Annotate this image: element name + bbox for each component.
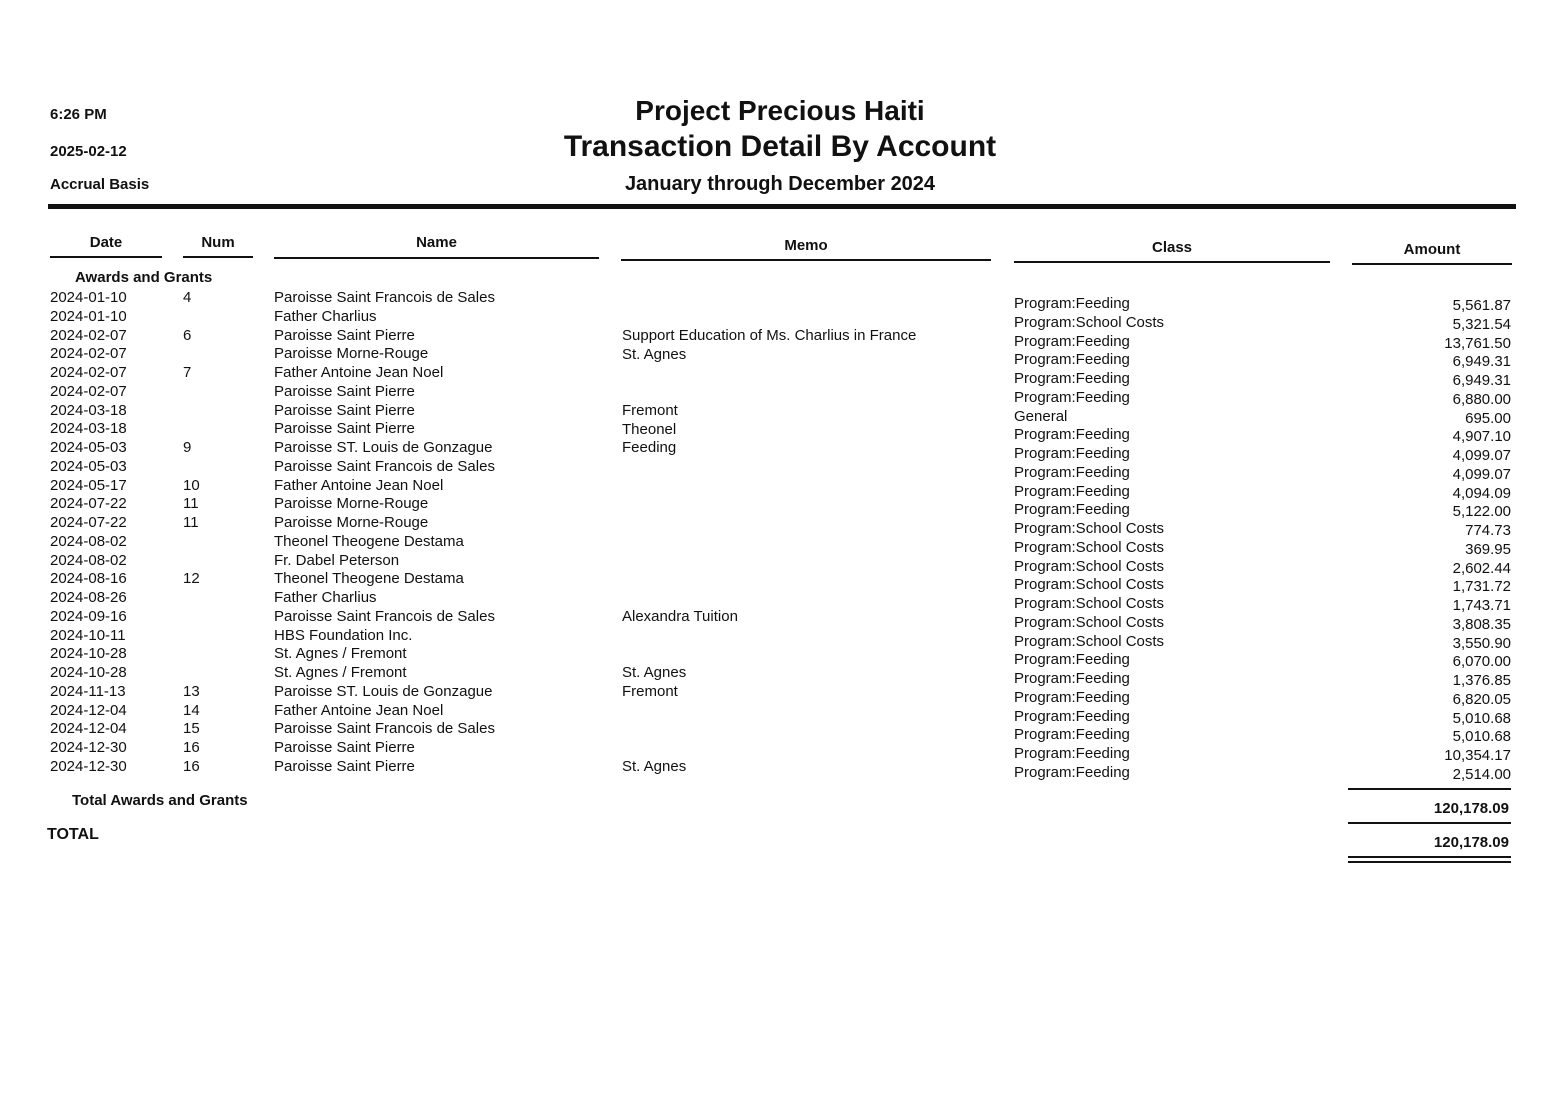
table-row bbox=[0, 570, 1561, 596]
row-date: 2024-02-07 bbox=[50, 364, 127, 381]
row-num: 6 bbox=[183, 326, 192, 344]
row-class: Program:School Costs bbox=[1014, 538, 1165, 556]
row-num: 13 bbox=[183, 682, 200, 700]
row-name: Father Antoine Jean Noel bbox=[274, 476, 444, 494]
row-date: 2024-02-07 bbox=[50, 382, 127, 400]
row-name: Father Charlius bbox=[274, 589, 377, 606]
row-name: Paroisse Saint Pierre bbox=[274, 326, 415, 344]
organization-name: Project Precious Haiti bbox=[635, 95, 925, 126]
row-amount: 3,808.35 bbox=[1452, 615, 1511, 633]
header-rule bbox=[48, 204, 1516, 209]
row-date: 2024-07-22 bbox=[50, 514, 127, 531]
row-class: Program:Feeding bbox=[1014, 745, 1130, 762]
row-amount: 3,550.90 bbox=[1452, 634, 1511, 652]
row-class: Program:Feeding bbox=[1014, 295, 1130, 312]
row-date: 2024-09-16 bbox=[50, 607, 127, 625]
row-num: 16 bbox=[183, 757, 200, 775]
row-date: 2024-05-03 bbox=[50, 439, 127, 456]
row-amount: 2,514.00 bbox=[1452, 765, 1511, 783]
row-date: 2024-11-13 bbox=[50, 682, 126, 700]
row-amount: 2,602.44 bbox=[1452, 559, 1511, 577]
table-row bbox=[0, 495, 1561, 521]
row-date: 2024-05-17 bbox=[50, 476, 127, 494]
row-date: 2024-01-10 bbox=[50, 307, 127, 325]
table-row bbox=[0, 551, 1561, 577]
row-name: Paroisse Saint Pierre bbox=[274, 382, 415, 400]
row-amount: 5,321.54 bbox=[1452, 315, 1511, 333]
row-class: Program:Feeding bbox=[1014, 707, 1130, 725]
section-title: Awards and Grants bbox=[75, 269, 213, 286]
row-date: 2024-07-22 bbox=[50, 495, 127, 513]
row-class: Program:School Costs bbox=[1014, 520, 1165, 537]
row-amount: 774.73 bbox=[1465, 522, 1511, 539]
section-total-label: Total Awards and Grants bbox=[72, 792, 248, 809]
row-num: 7 bbox=[183, 364, 192, 381]
row-memo: St. Agnes bbox=[622, 345, 687, 363]
row-memo: St. Agnes bbox=[622, 758, 687, 775]
row-class: Program:Feeding bbox=[1014, 651, 1130, 669]
row-date: 2024-12-04 bbox=[50, 720, 127, 738]
table-row bbox=[0, 345, 1561, 371]
row-class: Program:Feeding bbox=[1014, 763, 1130, 781]
table-row bbox=[0, 607, 1561, 633]
column-rule-date bbox=[50, 256, 162, 258]
row-class: General bbox=[1014, 407, 1068, 425]
row-name: Paroisse Saint Francois de Sales bbox=[274, 720, 495, 738]
row-name: Paroisse Morne-Rouge bbox=[274, 345, 429, 363]
row-amount: 1,743.71 bbox=[1452, 597, 1511, 614]
row-date: 2024-10-11 bbox=[50, 626, 126, 644]
column-rule-memo bbox=[621, 259, 991, 261]
row-class: Program:School Costs bbox=[1014, 557, 1165, 575]
row-amount: 4,907.10 bbox=[1452, 428, 1511, 446]
row-name: Paroisse Saint Francois de Sales bbox=[274, 289, 495, 306]
row-class: Program:School Costs bbox=[1014, 576, 1165, 594]
row-name: Fr. Dabel Peterson bbox=[274, 551, 400, 569]
column-header-memo: Memo bbox=[784, 237, 828, 254]
row-amount: 13,761.50 bbox=[1444, 334, 1511, 352]
row-name: Paroisse Saint Pierre bbox=[274, 739, 415, 756]
row-num: 15 bbox=[183, 720, 200, 738]
column-rule-num bbox=[183, 256, 253, 258]
row-num: 10 bbox=[183, 476, 200, 494]
row-name: Father Antoine Jean Noel bbox=[274, 364, 444, 381]
table-row bbox=[0, 532, 1561, 558]
row-class: Program:Feeding bbox=[1014, 501, 1130, 519]
table-row bbox=[0, 757, 1561, 783]
row-amount: 6,070.00 bbox=[1452, 653, 1511, 671]
subtotal-rule bbox=[1348, 788, 1511, 790]
grand-total-double-rule-1 bbox=[1348, 856, 1511, 858]
row-amount: 6,820.05 bbox=[1452, 690, 1511, 708]
row-date: 2024-08-02 bbox=[50, 551, 127, 569]
row-memo: Support Education of Ms. Charlius in France bbox=[622, 326, 917, 344]
row-date: 2024-08-02 bbox=[50, 532, 127, 550]
row-memo: Theonel bbox=[622, 420, 677, 438]
row-class: Program:Feeding bbox=[1014, 670, 1130, 687]
row-amount: 5,122.00 bbox=[1452, 503, 1511, 521]
row-date: 2024-05-03 bbox=[50, 457, 127, 475]
row-amount: 5,010.68 bbox=[1452, 709, 1511, 727]
row-memo: St. Agnes bbox=[622, 664, 687, 682]
column-rule-name bbox=[274, 257, 599, 259]
row-date: 2024-12-30 bbox=[50, 757, 127, 775]
row-name: Paroisse ST. Louis de Gonzague bbox=[274, 682, 493, 700]
row-name: HBS Foundation Inc. bbox=[274, 626, 413, 644]
section-total-value: 120,178.09 bbox=[1433, 800, 1509, 817]
row-name: Paroisse Morne-Rouge bbox=[274, 495, 429, 513]
row-class: Program:Feeding bbox=[1014, 388, 1130, 406]
table-row bbox=[0, 439, 1561, 464]
row-amount: 10,354.17 bbox=[1444, 747, 1511, 764]
row-name: St. Agnes / Fremont bbox=[274, 664, 407, 681]
row-memo: Alexandra Tuition bbox=[622, 608, 738, 625]
row-class: Program:School Costs bbox=[1014, 613, 1165, 631]
row-num: 11 bbox=[183, 495, 199, 513]
row-memo: Fremont bbox=[622, 401, 678, 419]
column-header-name: Name bbox=[416, 234, 457, 251]
table-row bbox=[0, 626, 1561, 652]
column-rule-amount bbox=[1352, 263, 1512, 265]
report-title: Transaction Detail By Account bbox=[563, 130, 997, 163]
table-row bbox=[0, 682, 1561, 708]
row-class: Program:Feeding bbox=[1014, 445, 1130, 462]
row-name: Paroisse Saint Francois de Sales bbox=[274, 457, 495, 475]
row-amount: 6,949.31 bbox=[1452, 353, 1511, 371]
row-name: Father Antoine Jean Noel bbox=[274, 701, 444, 719]
row-class: Program:Feeding bbox=[1014, 482, 1130, 500]
report-period: January through December 2024 bbox=[624, 173, 936, 195]
row-amount: 369.95 bbox=[1465, 540, 1511, 558]
table-row bbox=[0, 701, 1561, 727]
row-name: Paroisse Saint Pierre bbox=[274, 757, 415, 775]
row-amount: 6,880.00 bbox=[1452, 390, 1511, 408]
table-row bbox=[0, 364, 1561, 389]
row-memo: Fremont bbox=[622, 683, 678, 700]
report-basis: Accrual Basis bbox=[50, 176, 150, 193]
row-class: Program:Feeding bbox=[1014, 726, 1130, 744]
table-row bbox=[0, 457, 1561, 483]
row-name: Paroisse ST. Louis de Gonzague bbox=[274, 439, 493, 456]
row-date: 2024-08-16 bbox=[50, 570, 127, 588]
row-date: 2024-02-07 bbox=[50, 345, 127, 363]
row-name: Theonel Theogene Destama bbox=[274, 570, 464, 588]
transaction-list bbox=[0, 289, 1561, 783]
row-num: 16 bbox=[183, 739, 200, 756]
row-date: 2024-10-28 bbox=[50, 645, 127, 663]
row-name: Paroisse Saint Pierre bbox=[274, 401, 415, 419]
grand-total-rule bbox=[1348, 822, 1511, 824]
row-name: Paroisse Saint Francois de Sales bbox=[274, 607, 495, 625]
row-amount: 4,099.07 bbox=[1452, 447, 1511, 464]
row-name: Paroisse Morne-Rouge bbox=[274, 514, 429, 531]
row-amount: 1,376.85 bbox=[1452, 672, 1511, 689]
row-class: Program:Feeding bbox=[1014, 351, 1130, 369]
grand-total-value: 120,178.09 bbox=[1433, 834, 1509, 851]
grand-total-double-rule-2 bbox=[1348, 861, 1511, 863]
column-header-date: Date bbox=[89, 234, 123, 251]
row-date: 2024-03-18 bbox=[50, 420, 127, 438]
row-num: 4 bbox=[183, 289, 192, 306]
row-amount: 4,094.09 bbox=[1452, 484, 1511, 502]
row-num: 9 bbox=[183, 439, 192, 456]
row-amount: 5,561.87 bbox=[1452, 297, 1511, 314]
row-amount: 1,731.72 bbox=[1452, 578, 1511, 596]
row-memo: Feeding bbox=[622, 439, 677, 457]
row-amount: 6,949.31 bbox=[1452, 372, 1511, 389]
column-header-class: Class bbox=[1151, 239, 1193, 256]
table-row bbox=[0, 289, 1561, 314]
row-name: Theonel Theogene Destama bbox=[274, 532, 464, 550]
row-class: Program:Feeding bbox=[1014, 463, 1130, 481]
row-class: Program:School Costs bbox=[1014, 313, 1165, 331]
table-row bbox=[0, 476, 1561, 502]
table-row bbox=[0, 720, 1561, 746]
row-date: 2024-01-10 bbox=[50, 289, 127, 306]
row-class: Program:School Costs bbox=[1014, 632, 1165, 650]
row-class: Program:Feeding bbox=[1014, 688, 1130, 706]
column-header-amount: Amount bbox=[1403, 241, 1461, 258]
row-amount: 695.00 bbox=[1465, 409, 1511, 427]
row-date: 2024-10-28 bbox=[50, 664, 127, 681]
row-name: Paroisse Saint Pierre bbox=[274, 420, 415, 438]
report-date: 2025-02-12 bbox=[50, 143, 127, 160]
table-row bbox=[0, 514, 1561, 539]
row-date: 2024-12-30 bbox=[50, 739, 127, 756]
column-header-num: Num bbox=[201, 234, 235, 251]
row-class: Program:Feeding bbox=[1014, 370, 1130, 387]
row-num: 14 bbox=[183, 701, 200, 719]
row-class: Program:Feeding bbox=[1014, 332, 1130, 350]
row-date: 2024-02-07 bbox=[50, 326, 127, 344]
row-num: 11 bbox=[183, 514, 199, 531]
row-name: Father Charlius bbox=[274, 307, 377, 325]
grand-total-label: TOTAL bbox=[47, 826, 99, 843]
column-rule-class bbox=[1014, 261, 1330, 263]
row-date: 2024-08-26 bbox=[50, 589, 127, 606]
row-amount: 5,010.68 bbox=[1452, 728, 1511, 746]
row-date: 2024-03-18 bbox=[50, 401, 127, 419]
row-date: 2024-12-04 bbox=[50, 701, 127, 719]
report-time: 6:26 PM bbox=[50, 106, 107, 123]
row-class: Program:Feeding bbox=[1014, 426, 1130, 444]
row-amount: 4,099.07 bbox=[1452, 465, 1511, 483]
row-num: 12 bbox=[183, 570, 200, 588]
row-name: St. Agnes / Fremont bbox=[274, 645, 407, 663]
row-class: Program:School Costs bbox=[1014, 595, 1165, 612]
